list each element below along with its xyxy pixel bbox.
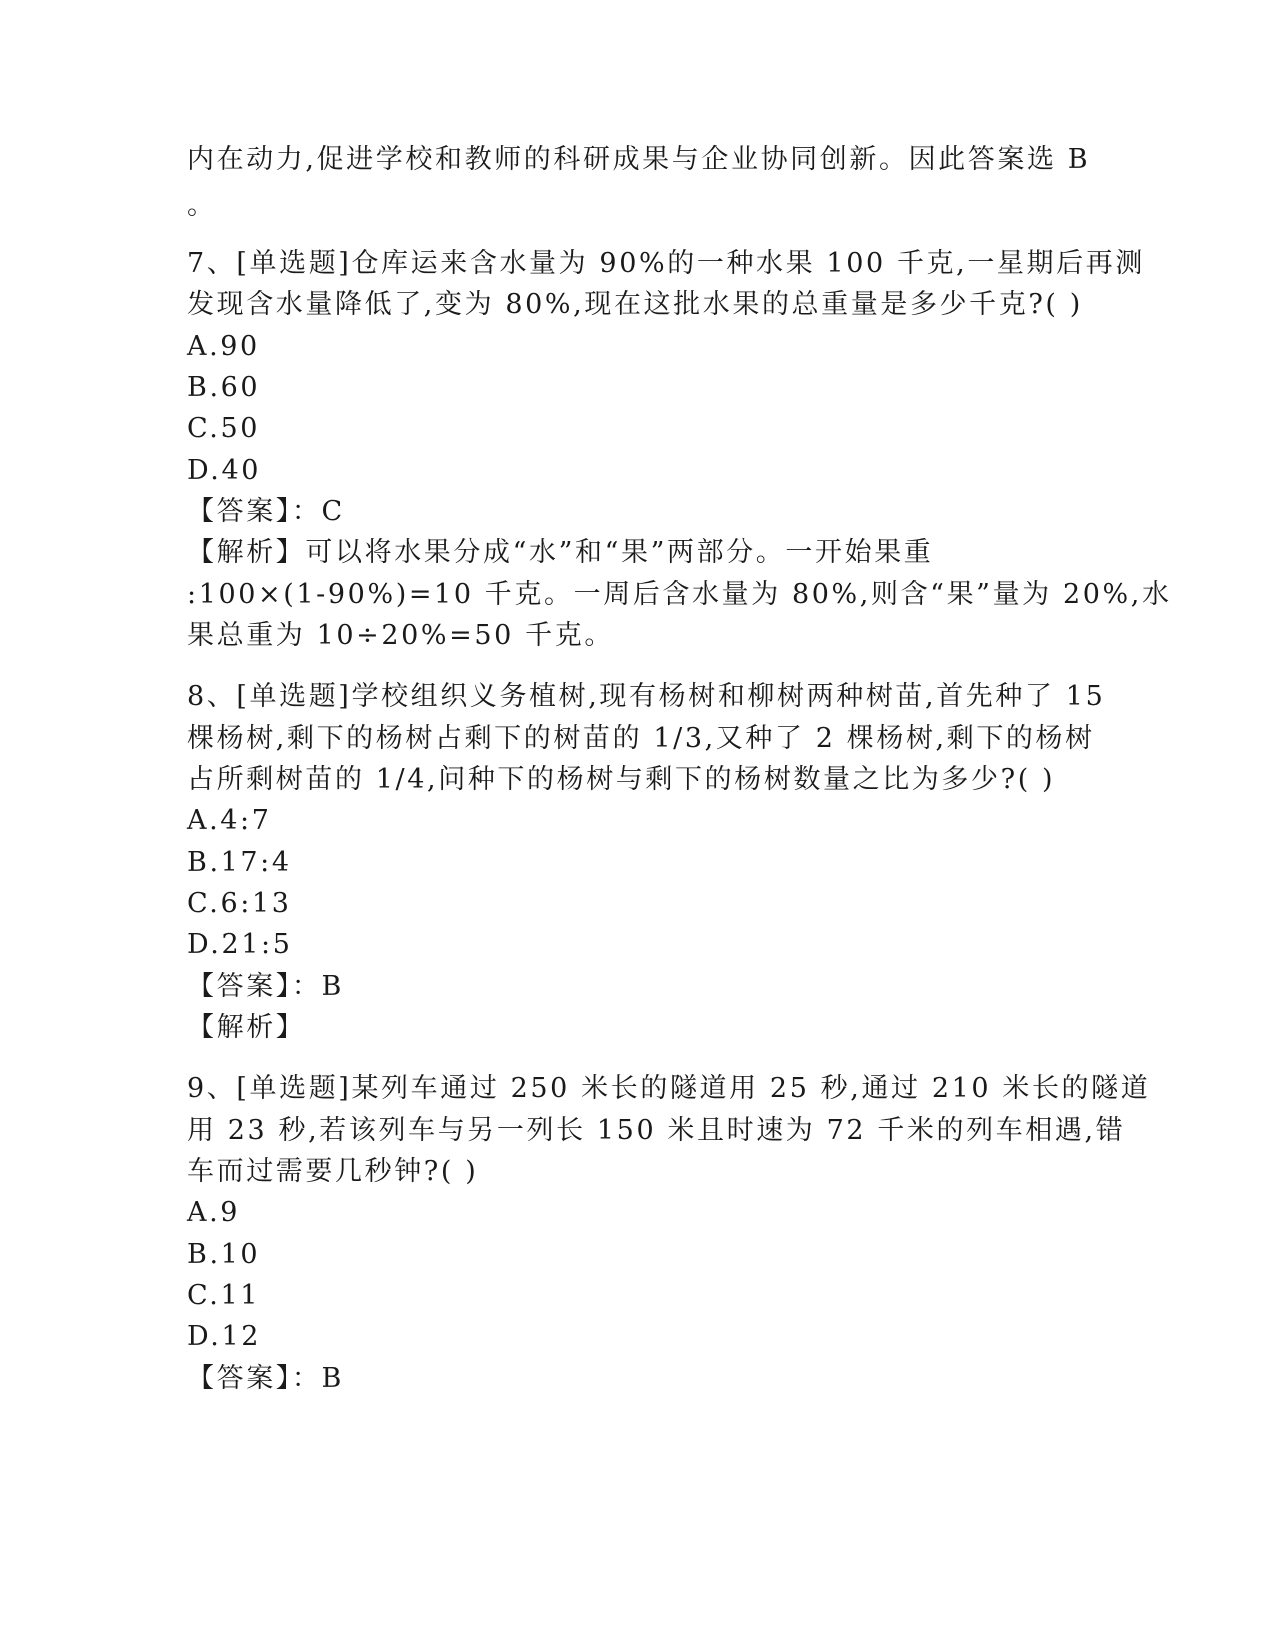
question-8-option-d: D.21:5 bbox=[187, 929, 293, 960]
question-9-stem: 车而过需要几秒钟?( ) bbox=[187, 1156, 479, 1187]
question-7-option-d: D.40 bbox=[187, 455, 262, 486]
question-8-stem: 棵杨树,剩下的杨树占剩下的树苗的 1/3,又种了 2 棵杨树,剩下的杨树 bbox=[187, 723, 1095, 754]
question-9-option-a: A.9 bbox=[187, 1197, 241, 1228]
intro-line: 。 bbox=[187, 190, 217, 221]
question-8-option-b: B.17:4 bbox=[187, 847, 292, 878]
question-7-option-b: B.60 bbox=[187, 372, 261, 403]
intro-line: 内在动力,促进学校和教师的科研成果与企业协同创新。因此答案选 B bbox=[187, 144, 1091, 175]
question-8-stem: 占所剩树苗的 1/4,问种下的杨树与剩下的杨树数量之比为多少?( ) bbox=[187, 764, 1056, 795]
question-7-analysis: 【解析】可以将水果分成“水”和“果”两部分。一开始果重 bbox=[187, 537, 934, 568]
question-8-answer: 【答案】：B bbox=[187, 971, 344, 1002]
question-8-analysis: 【解析】 bbox=[187, 1012, 306, 1043]
question-9-option-d: D.12 bbox=[187, 1321, 262, 1352]
question-9-option-c: C.11 bbox=[187, 1280, 261, 1311]
question-8-stem: 8、[单选题]学校组织义务植树,现有杨树和柳树两种树苗,首先种了 15 bbox=[187, 681, 1106, 712]
question-9-stem: 用 23 秒,若该列车与另一列长 150 米且时速为 72 千米的列车相遇,错 bbox=[187, 1115, 1126, 1146]
question-8-option-c: C.6:13 bbox=[187, 888, 292, 919]
question-7-stem: 发现含水量降低了,变为 80%,现在这批水果的总重量是多少千克?( ) bbox=[187, 289, 1083, 320]
question-7-option-a: A.90 bbox=[187, 331, 260, 362]
question-9-option-b: B.10 bbox=[187, 1239, 261, 1270]
question-7-analysis: :100×(1-90%)=10 千克。一周后含水量为 80%,则含“果”量为 20%,水 bbox=[187, 579, 1172, 610]
question-9-answer: 【答案】：B bbox=[187, 1363, 344, 1394]
question-9-stem: 9、[单选题]某列车通过 250 米长的隧道用 25 秒,通过 210 米长的隧道 bbox=[187, 1073, 1151, 1104]
question-7-stem: 7、[单选题]仓库运来含水量为 90%的一种水果 100 千克,一星期后再测 bbox=[187, 248, 1145, 279]
question-7-analysis: 果总重为 10÷20%=50 千克。 bbox=[187, 620, 614, 651]
question-7-option-c: C.50 bbox=[187, 413, 261, 444]
question-7-answer: 【答案】：C bbox=[187, 496, 345, 527]
question-8-option-a: A.4:7 bbox=[187, 805, 272, 836]
